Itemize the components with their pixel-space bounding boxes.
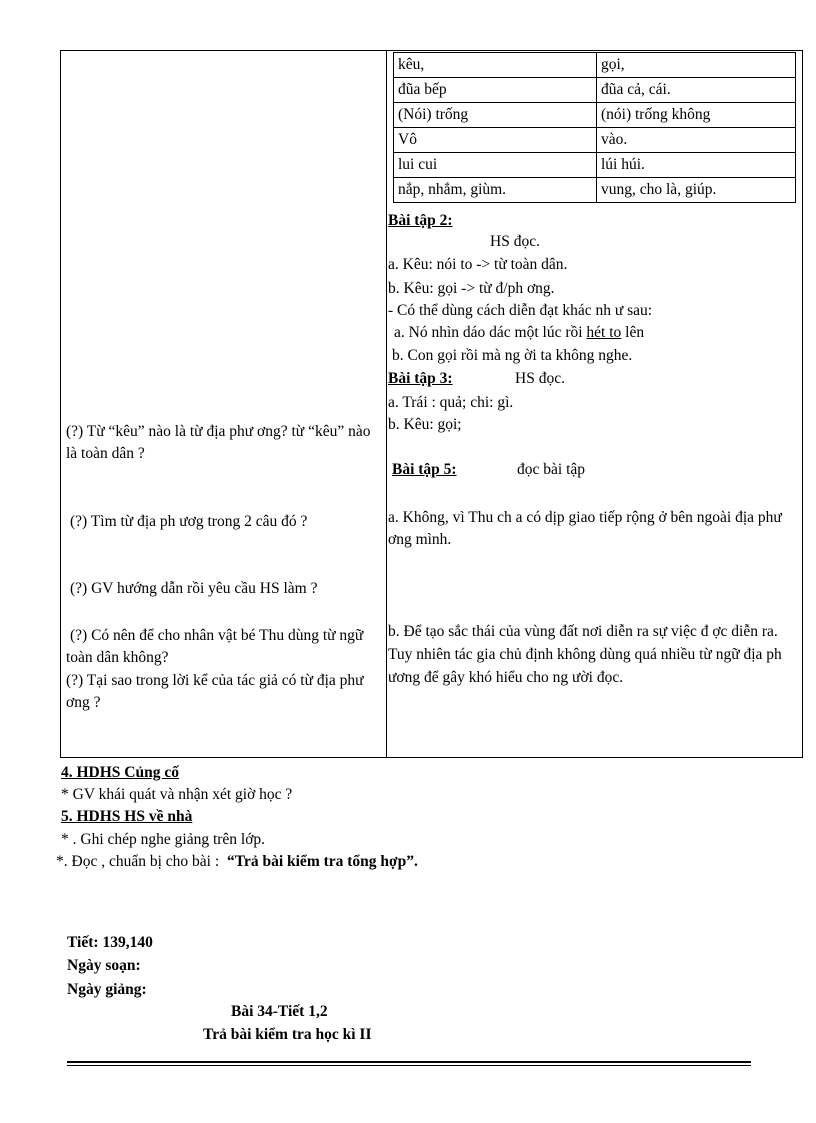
column-divider (386, 50, 387, 758)
lesson-period: Tiết: 139,140 (67, 934, 153, 951)
word-table-row (394, 103, 796, 128)
standard-word-cell: vào. (597, 128, 796, 153)
exercise-2-a: a. Kêu: nói to -> từ toàn dân. (388, 256, 568, 273)
exercise-2-note-a (394, 324, 644, 342)
lesson-teach-date: Ngày giảng: (67, 981, 147, 998)
lesson-prep-date: Ngày soạn: (67, 957, 141, 974)
standard-word-cell: vung, cho là, giúp. (597, 178, 796, 203)
dialect-word-cell: lui cui (394, 153, 597, 178)
exercise-5-title: Bài tập 5: (392, 461, 457, 478)
dialect-word-cell: kêu, (394, 53, 597, 78)
exercise-3-a: a. Trái : quả; chi: gì. (388, 394, 514, 411)
word-table-row (394, 128, 796, 153)
exercise-2-title: Bài tập 2: (388, 212, 453, 229)
question-5: (?) Tại sao trong lời kể của tác giả có từ địa phư ơng ? (66, 672, 364, 711)
standard-word-cell: (nói) trống không (597, 103, 796, 128)
word-table-row (394, 153, 796, 178)
question-2: (?) Tìm từ địa ph ươg trong 2 câu đó ? (70, 513, 308, 530)
question-3: (?) GV hướng dẫn rồi yêu cầu HS làm ? (70, 580, 318, 597)
section-4-title: 4. HDHS Củng cố (61, 764, 179, 781)
exercise-2-hs: HS đọc. (490, 233, 540, 250)
lesson-number: Bài 34-Tiết 1,2 (231, 1003, 328, 1020)
exercise-2-note: - Có thể dùng cách diễn đạt khác nh ư sau: (388, 302, 653, 319)
standard-word-cell: gọi, (597, 53, 796, 78)
bottom-rule-thin (67, 1065, 751, 1066)
exercise-2-b: b. Kêu: gọi -> từ đ/ph ơng. (388, 280, 555, 297)
exercise-3-hs: HS đọc. (515, 370, 565, 387)
dialect-word-cell: nắp, nhắm, giùm. (394, 178, 597, 203)
word-table-row (394, 178, 796, 203)
section-5-line-2 (56, 853, 418, 871)
exercise-2-note-a-pre: a. Nó nhìn dáo dác một lúc rồi (394, 324, 583, 341)
exercise-5-answer-b: b. Để tạo sắc thái của vùng đất nơi diễn ra sự việc đ ợc diễn ra. Tuy nhiên tác gia chủ định không dùng quá nhiều từ ngữ địa ph ương để gây khó hiểu cho ng ười đọc. (388, 623, 782, 686)
exercise-2-note-a-underlined: hét to (586, 324, 622, 341)
section-5-line-2-title: “Trả bài kiểm tra tổng hợp”. (227, 853, 418, 870)
standard-word-cell: lúi húi. (597, 153, 796, 178)
dialect-word-cell: (Nói) trống (394, 103, 597, 128)
dialect-word-cell: Vô (394, 128, 597, 153)
section-5-title: 5. HDHS HS về nhà (61, 808, 193, 825)
exercise-5-instruction: đọc bài tập (517, 461, 586, 478)
exercise-2-note-a-post: lên (625, 324, 645, 341)
question-1: (?) Từ “kêu” nào là từ địa phư ơng? từ “kêu” nào là toàn dân ? (66, 423, 371, 462)
word-table-row (394, 53, 796, 78)
bottom-rule (67, 1061, 751, 1063)
exercise-3-b: b. Kêu: gọi; (388, 416, 462, 433)
word-table-row (394, 78, 796, 103)
lesson-title: Trả bài kiểm tra học kì II (203, 1026, 372, 1043)
section-5-line-2-text: *. Đọc , chuẩn bị cho bài : (56, 853, 220, 870)
dialect-word-table (393, 52, 796, 203)
section-4-line: * GV khái quát và nhận xét giờ học ? (61, 786, 293, 803)
exercise-2-note-b: b. Con gọi rồi mà ng ời ta không nghe. (392, 347, 633, 364)
exercise-5-answer-a: a. Không, vì Thu ch a có dịp giao tiếp rộng ở bên ngoài địa phư ơng mình. (388, 509, 782, 548)
section-5-line-1: * . Ghi chép nghe giảng trên lớp. (61, 831, 266, 848)
standard-word-cell: đũa cả, cái. (597, 78, 796, 103)
exercise-3-title: Bài tập 3: (388, 370, 453, 387)
question-4: (?) Có nên để cho nhân vật bé Thu dùng từ ngữ toàn dân không? (66, 627, 364, 666)
dialect-word-cell: đũa bếp (394, 78, 597, 103)
